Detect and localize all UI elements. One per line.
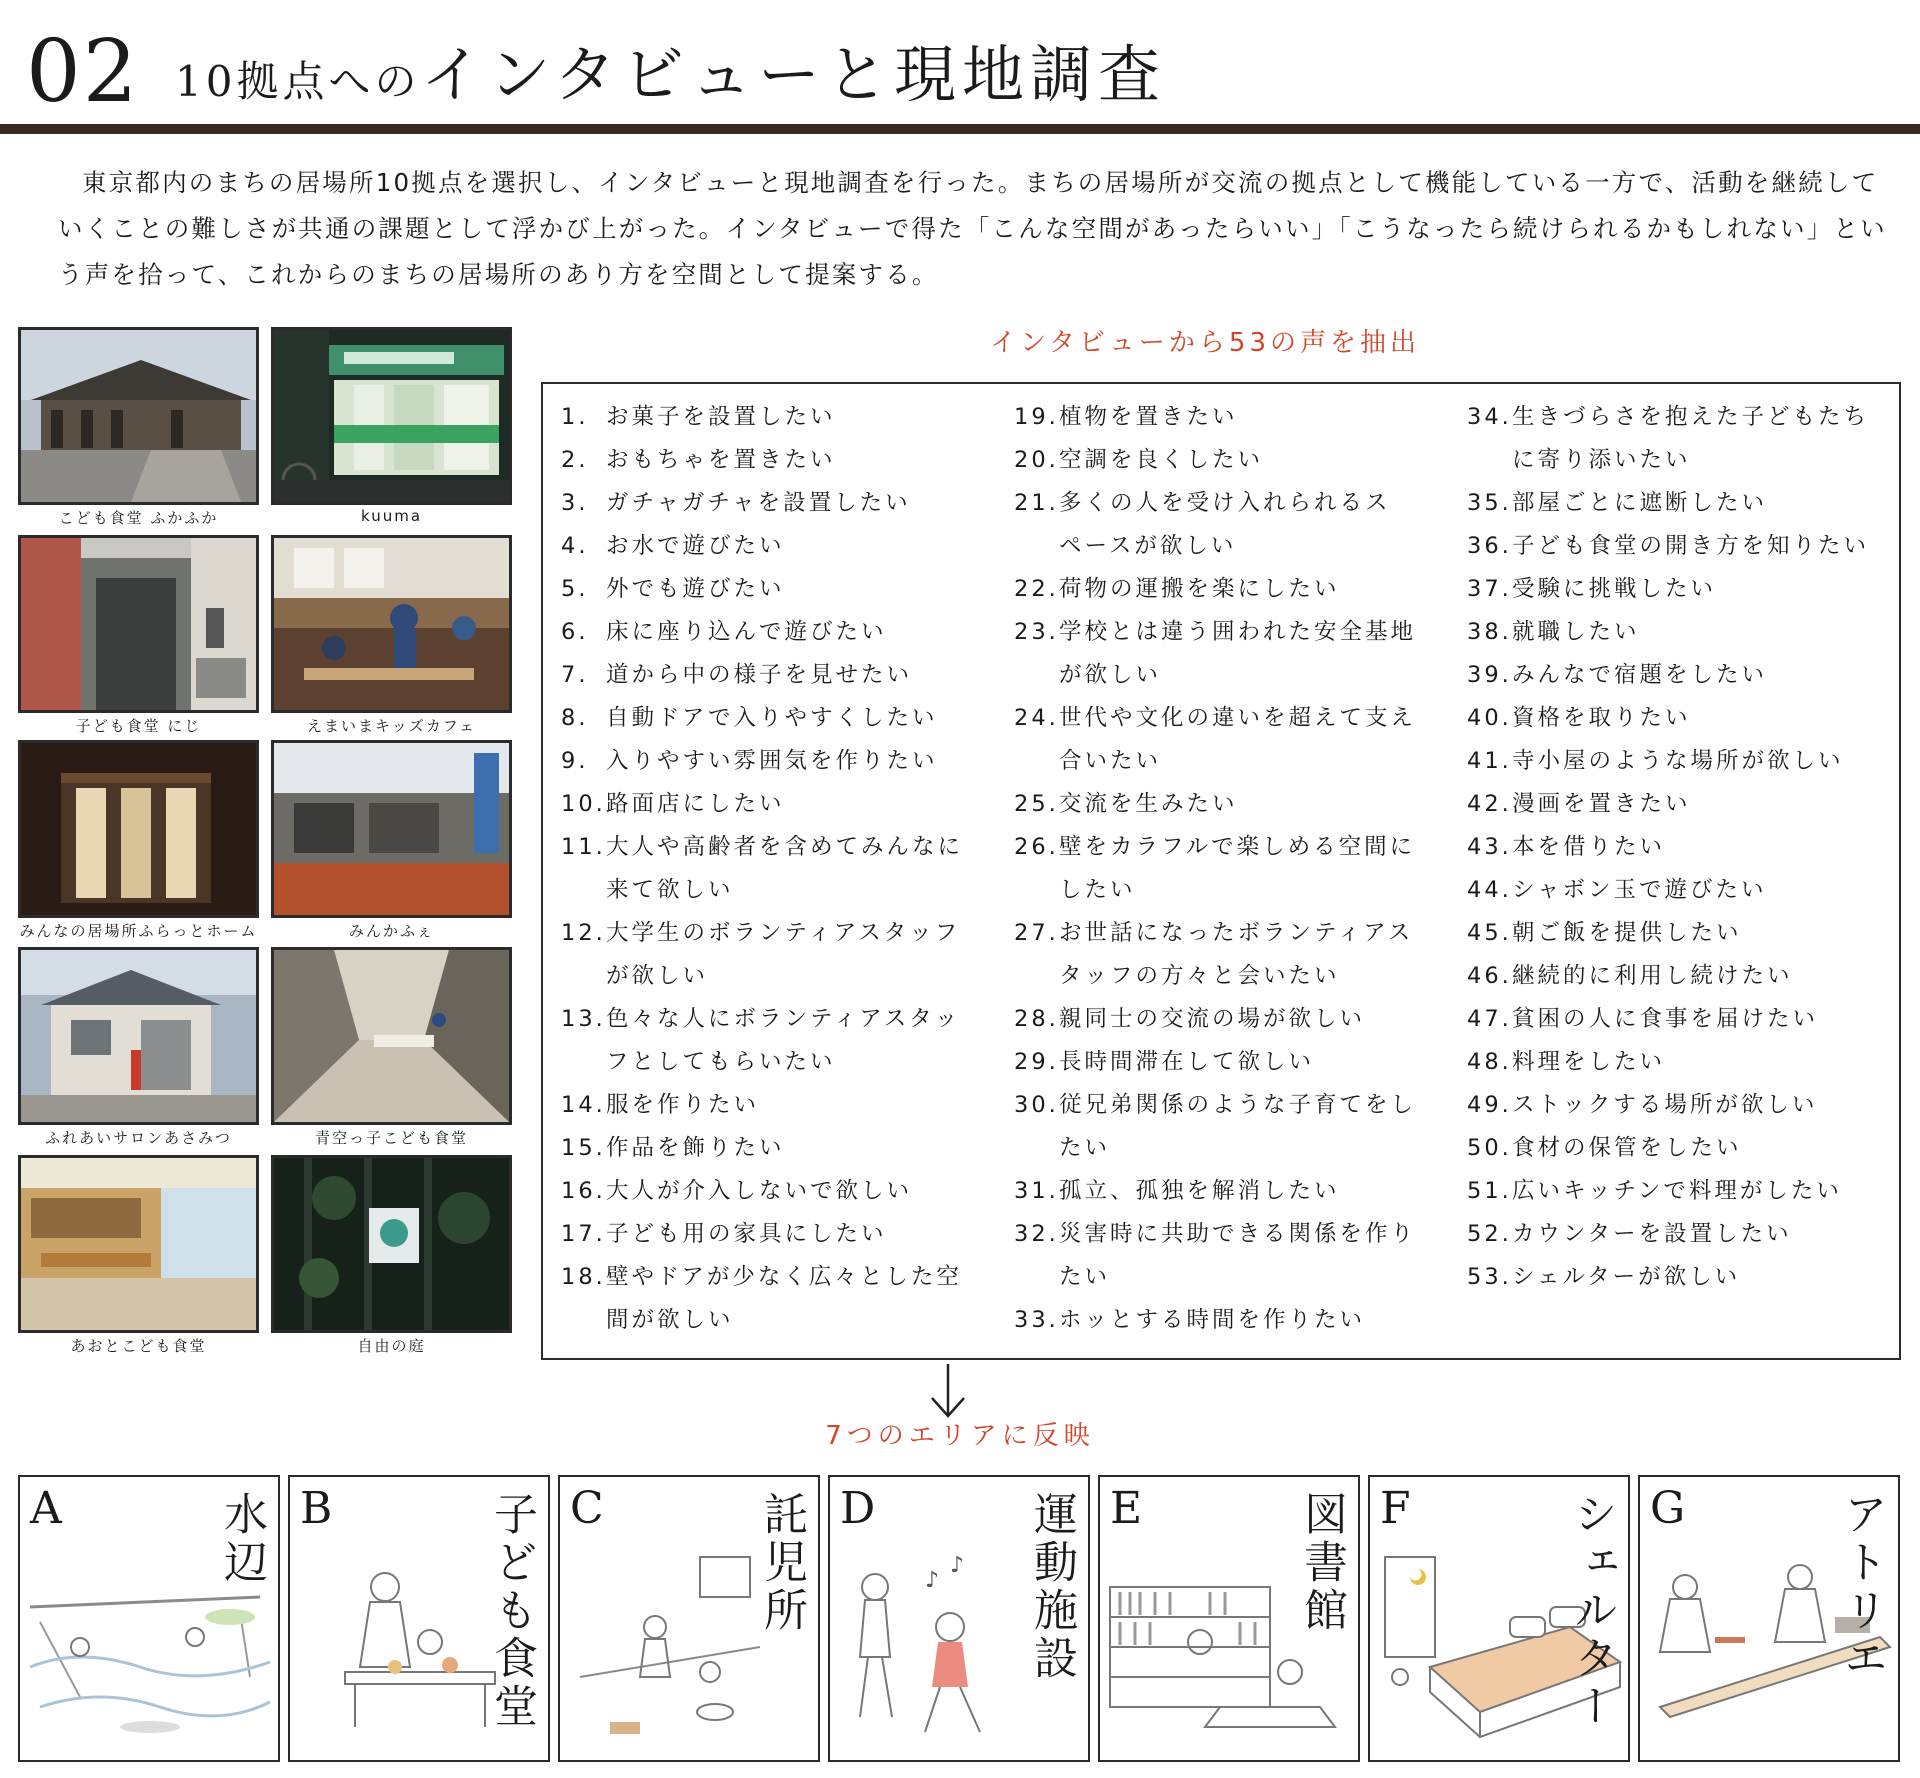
photo-building-entrance (18, 535, 259, 713)
voice-number: 31. (1014, 1178, 1059, 1204)
section-number: 02 (26, 22, 140, 122)
photo-garden-night (271, 1155, 512, 1333)
voice-item (1467, 1084, 1869, 1127)
voice-text: ストックする場所が欲しい (1512, 1092, 1818, 1118)
voice-text: 寺小屋のような場所が欲しい (1512, 748, 1844, 774)
photo-caption: こども食堂 ふかふか (58, 509, 219, 527)
voice-number: 17. (561, 1221, 606, 1247)
voice-item (1467, 1127, 1869, 1170)
voice-number: 4. (561, 533, 589, 559)
voice-number: 18. (561, 1264, 606, 1290)
voice-item (1467, 697, 1869, 740)
voices-heading: インタビューから53の声を抽出 (989, 328, 1421, 358)
voice-number: 2. (561, 447, 589, 473)
voice-item (561, 783, 963, 826)
area-letter: A (30, 1483, 62, 1534)
voice-number: 35. (1467, 490, 1512, 516)
voice-number: 1. (561, 404, 589, 430)
photo-caption: ふれあいサロンあさみつ (45, 1129, 232, 1147)
voice-item (561, 998, 963, 1041)
voice-item (1014, 396, 1416, 439)
voice-text: シェルターが欲しい (1512, 1264, 1741, 1290)
area-name: シェルター (1566, 1491, 1617, 1731)
area-letter: D (840, 1483, 876, 1534)
voice-text: 子ども食堂の開き方を知りたい (1512, 533, 1870, 559)
voice-item (1014, 1041, 1416, 1084)
intro-text: 東京都内のまちの居場所10拠点を選択し、インタビューと現地調査を行った。まちの居場所が交流の拠点として機能している一方で、活動を継続していくことの難しさが共通の課題として浮かび上がった。インタビューで得た「こんな空間があったらいい」「こうなったら続けられるかもしれない」という声を拾って、これからのまちの居場所のあり方を空間として提案する。 (58, 168, 1887, 289)
voice-text-continued: 来て欲しい (606, 877, 734, 903)
voice-number: 45. (1467, 920, 1512, 946)
voice-text-continued: 合いたい (1059, 748, 1162, 774)
page-title-main: インタビューと現地調査 (420, 38, 1166, 111)
photo-house-exterior (18, 947, 259, 1125)
voice-text: 服を作りたい (606, 1092, 760, 1118)
area-cards (18, 1475, 1902, 1765)
voices-list-box (541, 382, 1901, 1360)
area-letter: C (570, 1483, 604, 1534)
voice-item (1467, 482, 1869, 525)
voice-text-continued: が欲しい (1059, 662, 1162, 688)
voice-text: 資格を取りたい (1512, 705, 1691, 731)
voice-item (561, 482, 963, 525)
voice-text: 就職したい (1512, 619, 1640, 645)
voice-text: 食材の保管をしたい (1512, 1135, 1742, 1161)
photo-temple-building (18, 327, 259, 505)
voice-number: 22. (1014, 576, 1059, 602)
voice-item (1467, 568, 1869, 611)
voice-number: 26. (1014, 834, 1059, 860)
voice-text: おもちゃを置きたい (606, 447, 836, 473)
voice-item (1014, 439, 1416, 482)
voice-number: 8. (561, 705, 589, 731)
voice-text: 外でも遊びたい (606, 576, 785, 602)
voice-item (1467, 955, 1869, 998)
voice-number: 13. (561, 1006, 606, 1032)
voice-item (1014, 1299, 1416, 1342)
svg-text:♪: ♪ (950, 1553, 965, 1578)
voice-item (1014, 611, 1416, 654)
voice-item (1467, 1256, 1869, 1299)
voice-number: 11. (561, 834, 606, 860)
voice-text-continued: たい (1059, 1264, 1111, 1290)
voice-text: 受験に挑戦したい (1512, 576, 1717, 602)
area-card-d (828, 1475, 1090, 1762)
voice-text-continued: したい (1059, 877, 1136, 903)
voice-item (561, 1127, 963, 1170)
voice-number: 27. (1014, 920, 1059, 946)
photo-shoji-room (18, 740, 259, 918)
voice-text: 学校とは違う囲われた安全基地 (1059, 619, 1417, 645)
voice-item (1467, 783, 1869, 826)
voice-number: 23. (1014, 619, 1059, 645)
area-name: 託児所 (756, 1491, 807, 1635)
area-letter: B (300, 1483, 333, 1534)
area-letter: F (1380, 1483, 1411, 1534)
photo-caption: 自由の庭 (357, 1337, 426, 1355)
voice-text: ガチャガチャを設置したい (606, 490, 911, 516)
voice-text-continued: が欲しい (606, 963, 709, 989)
voice-text: 自動ドアで入りやすくしたい (606, 705, 938, 731)
voice-item (1467, 1213, 1869, 1256)
voice-text: 貧困の人に食事を届けたい (1512, 1006, 1819, 1032)
voice-text: 入りやすい雰囲気を作りたい (606, 748, 938, 774)
voice-text: 朝ご飯を提供したい (1512, 920, 1742, 946)
voice-item (1014, 912, 1416, 955)
voice-number: 41. (1467, 748, 1512, 774)
voice-number: 29. (1014, 1049, 1059, 1075)
voice-item (1014, 1084, 1416, 1127)
voice-text: 床に座り込んで遊びたい (606, 619, 887, 645)
photo-caption: 子ども食堂 にじ (75, 717, 202, 735)
area-name: 子ども食堂 (486, 1491, 537, 1731)
header-divider (0, 124, 1920, 134)
voice-number: 33. (1014, 1307, 1059, 1333)
voice-text: 親同士の交流の場が欲しい (1059, 1006, 1366, 1032)
voice-item (1467, 525, 1869, 568)
voice-text: 漫画を置きたい (1512, 791, 1691, 817)
voice-text: 荷物の運搬を楽にしたい (1059, 576, 1340, 602)
voice-number: 15. (561, 1135, 606, 1161)
area-card-g (1638, 1475, 1900, 1762)
voice-text-continued: たい (1059, 1135, 1111, 1161)
voice-text: 部屋ごとに遮断したい (1512, 490, 1768, 516)
voice-text: お世話になったボランティアス (1059, 920, 1414, 946)
voice-text: みんなで宿題をしたい (1512, 662, 1768, 688)
voice-text: 壁やドアが少なく広々とした空 (606, 1264, 962, 1290)
photo-caption: 青空っ子こども食堂 (314, 1129, 468, 1147)
voice-item (561, 654, 963, 697)
photo-cafe-interior (271, 535, 512, 713)
voice-text: 継続的に利用し続けたい (1512, 963, 1793, 989)
photo-caption: えまいまキッズカフェ (307, 717, 476, 735)
voice-item (1467, 826, 1869, 869)
voice-text: 本を借りたい (1512, 834, 1666, 860)
photo-caption: あおとこども食堂 (70, 1337, 207, 1355)
voice-number: 24. (1014, 705, 1059, 731)
voice-number: 43. (1467, 834, 1512, 860)
page-title-prefix: 10拠点への (175, 57, 421, 106)
voice-item (561, 439, 963, 482)
voice-number: 53. (1467, 1264, 1512, 1290)
voice-text: 大学生のボランティアスタッフ (606, 920, 961, 946)
voice-number: 19. (1014, 404, 1059, 430)
area-card-f (1368, 1475, 1630, 1762)
area-letter: E (1110, 1483, 1143, 1534)
voice-item (1014, 568, 1416, 611)
voice-number: 3. (561, 490, 589, 516)
photo-storefront-night (271, 327, 512, 505)
area-card-a (18, 1475, 280, 1762)
voice-text: 道から中の様子を見せたい (606, 662, 913, 688)
voice-text: 路面店にしたい (606, 791, 785, 817)
voice-item (1014, 998, 1416, 1041)
voice-text: 世代や文化の違いを超えて支え (1059, 705, 1417, 731)
voice-text-continued: タッフの方々と会いたい (1059, 963, 1340, 989)
voice-text: 作品を飾りたい (606, 1135, 785, 1161)
voice-item (1467, 869, 1869, 912)
voice-item (561, 396, 963, 439)
voice-item (1467, 740, 1869, 783)
voice-text-continued: 間が欲しい (606, 1307, 734, 1333)
voice-text: ホッとする時間を作りたい (1059, 1307, 1366, 1333)
voice-number: 25. (1014, 791, 1059, 817)
voice-item (1014, 1213, 1416, 1256)
photo-caption: kuuma (360, 507, 423, 525)
voice-text: 料理をしたい (1512, 1049, 1666, 1075)
photo-corridor (271, 947, 512, 1125)
voice-item (561, 1170, 963, 1213)
voice-number: 52. (1467, 1221, 1512, 1247)
voice-number: 48. (1467, 1049, 1512, 1075)
area-name: 図書館 (1296, 1491, 1347, 1635)
voice-number: 20. (1014, 447, 1059, 473)
area-name: 水辺 (216, 1491, 267, 1587)
voices-column-1 (561, 396, 963, 1342)
voices-column-3 (1467, 396, 1869, 1299)
area-name: アトリエ (1836, 1491, 1887, 1683)
down-arrow-icon (928, 1362, 968, 1420)
voice-number: 47. (1467, 1006, 1512, 1032)
voice-text: 色々な人にボランティアスタッ (606, 1006, 961, 1032)
voice-item (1467, 1170, 1869, 1213)
voice-item (561, 1256, 963, 1299)
voice-item (561, 611, 963, 654)
voice-number: 14. (561, 1092, 606, 1118)
voice-item (1467, 912, 1869, 955)
voice-text: 災害時に共助できる関係を作り (1059, 1221, 1417, 1247)
voice-text-continued: に寄り添いたい (1512, 447, 1691, 473)
voice-number: 34. (1467, 404, 1512, 430)
voice-text: 生きづらさを抱えた子どもたち (1512, 404, 1870, 430)
voice-item (1467, 998, 1869, 1041)
photo-caption: みんかふぇ (348, 922, 434, 940)
voice-item (1467, 611, 1869, 654)
voice-text: 植物を置きたい (1059, 404, 1238, 430)
area-card-c (558, 1475, 820, 1762)
voice-number: 40. (1467, 705, 1512, 731)
voice-number: 30. (1014, 1092, 1059, 1118)
voice-text: お菓子を設置したい (606, 404, 836, 430)
voice-number: 10. (561, 791, 606, 817)
voice-item (1467, 1041, 1869, 1084)
voice-item (1014, 1170, 1416, 1213)
voice-number: 44. (1467, 877, 1512, 903)
voice-text: シャボン玉で遊びたい (1512, 877, 1767, 903)
voice-text: 孤立、孤独を解消したい (1059, 1178, 1340, 1204)
voice-number: 42. (1467, 791, 1512, 817)
voices-column-2 (1014, 396, 1416, 1342)
voice-number: 6. (561, 619, 589, 645)
voice-number: 7. (561, 662, 589, 688)
voice-item (1014, 826, 1416, 869)
voice-number: 37. (1467, 576, 1512, 602)
voice-number: 16. (561, 1178, 606, 1204)
voice-item (561, 568, 963, 611)
voice-item (1467, 396, 1869, 439)
voice-text: 長時間滞在して欲しい (1059, 1049, 1315, 1075)
voice-number: 5. (561, 576, 589, 602)
voice-number: 32. (1014, 1221, 1059, 1247)
voice-item (561, 826, 963, 869)
svg-text:♪: ♪ (925, 1568, 940, 1593)
voice-number: 38. (1467, 619, 1512, 645)
voice-text: お水で遊びたい (606, 533, 785, 559)
voice-text: 広いキッチンで料理がしたい (1512, 1178, 1842, 1204)
voice-number: 50. (1467, 1135, 1512, 1161)
area-card-e (1098, 1475, 1360, 1762)
voice-text: 壁をカラフルで楽しめる空間に (1059, 834, 1416, 860)
voice-item (561, 1084, 963, 1127)
voice-text: 子ども用の家具にしたい (606, 1221, 887, 1247)
voice-item (561, 525, 963, 568)
voice-text: 多くの人を受け入れられるス (1059, 490, 1391, 516)
voice-item (1014, 783, 1416, 826)
voice-item (1014, 697, 1416, 740)
reflect-label: 7つのエリアに反映 (825, 1421, 1095, 1451)
voice-item (1467, 654, 1869, 697)
page-header (0, 0, 1920, 125)
photo-bright-room (18, 1155, 259, 1333)
voice-number: 21. (1014, 490, 1059, 516)
voice-text: 大人が介入しないで欲しい (606, 1178, 913, 1204)
area-letter: G (1650, 1483, 1686, 1534)
voice-number: 28. (1014, 1006, 1059, 1032)
voice-number: 36. (1467, 533, 1512, 559)
area-name: 運動施設 (1026, 1491, 1077, 1683)
voice-text-continued: フとしてもらいたい (606, 1049, 836, 1075)
photo-shopfront-day (271, 740, 512, 918)
voice-item (561, 697, 963, 740)
voice-item (561, 912, 963, 955)
voice-item (1014, 482, 1416, 525)
voice-text-continued: ペースが欲しい (1059, 533, 1237, 559)
intro-paragraph (58, 160, 1888, 298)
voice-number: 39. (1467, 662, 1512, 688)
voice-number: 51. (1467, 1178, 1512, 1204)
voice-number: 9. (561, 748, 589, 774)
page-title (175, 30, 1166, 127)
voice-text: カウンターを設置したい (1512, 1221, 1792, 1247)
voice-item (561, 740, 963, 783)
voice-item (561, 1213, 963, 1256)
photo-caption: みんなの居場所ふらっとホーム (19, 922, 258, 940)
voice-number: 46. (1467, 963, 1512, 989)
voice-text: 大人や高齢者を含めてみんなに (606, 834, 964, 860)
voice-text: 交流を生みたい (1059, 791, 1238, 817)
voice-text: 空調を良くしたい (1059, 447, 1264, 473)
voice-number: 49. (1467, 1092, 1512, 1118)
voice-text: 従兄弟関係のような子育てをし (1059, 1092, 1417, 1118)
voice-number: 12. (561, 920, 606, 946)
area-card-b (288, 1475, 550, 1762)
